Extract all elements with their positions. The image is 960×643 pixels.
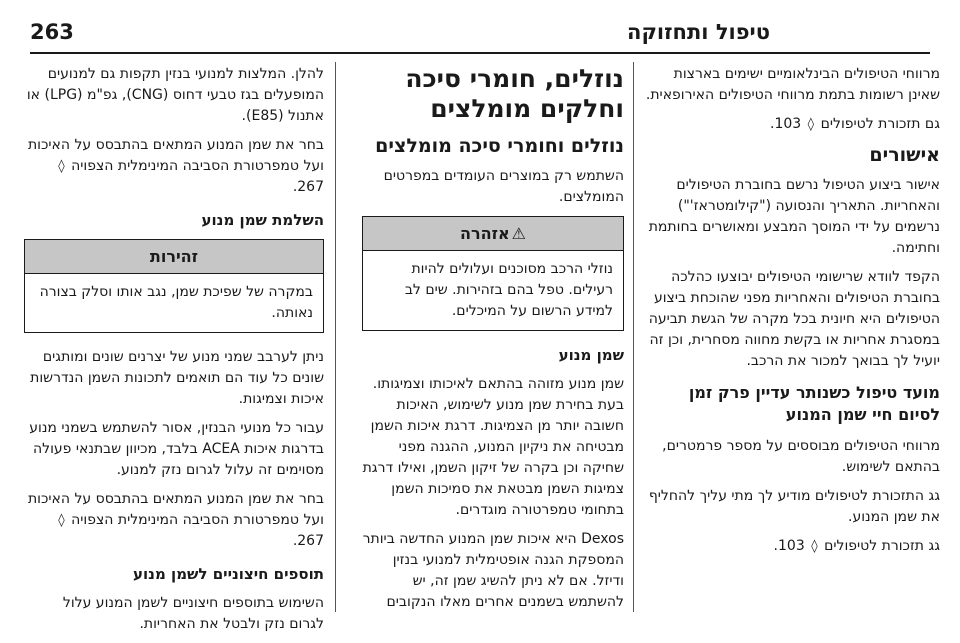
warning-body: נוזלי הרכב מסוכנים ועלולים להיות רעילים. טפל בהם בזהירות. שים לב למידע הרשום על המיכלים.: [404, 261, 613, 319]
column-right: [642, 64, 940, 565]
reminder-ref-paragraph: גם תזכורת לטיפולים ◊ 103.: [642, 114, 940, 135]
warning-title: אזהרה: [459, 224, 510, 243]
oil-choice-text: בחר את שמן המנוע המתאים בהתבסס על האיכות ועל טמפרטורת הסביבה המינימלית הצפויה: [27, 137, 324, 174]
column-middle: [362, 64, 624, 621]
engine-oil-paragraph: שמן מנוע מזוהה בהתאם לאיכותו וצמיגותו. בעת בחירת שמן מנוע לשימוש, האיכות חשובה יותר מן הצמיגות. דרגת איכות השמן מבטיחה את ניקיון המנוע, ההגנה מפני שחיקה וכן בקרה של זיקון השמן, ואילו דרגת צמיגות השמן מבטאת את סמיכות השמן בתחומי טמפרטורה מוגדרים.: [362, 376, 624, 518]
intervals-paragraph: מרווחי הטיפולים מבוססים על מספר פרמטרים, בהתאם לשימוש.: [662, 438, 940, 475]
approvals-heading: אישורים: [869, 144, 940, 166]
page-ref-icon: ◊: [811, 539, 818, 554]
oil-choice-paragraph: בחר את שמן המנוע המתאים בהתבסס על האיכות ועל טמפרטורת הסביבה המינימלית הצפויה ◊ 267.: [27, 137, 324, 195]
warning-box-header: [363, 217, 623, 251]
additives-heading: תוספים חיצוניים לשמן מנוע: [133, 565, 324, 583]
dexos-paragraph: Dexos היא איכות שמן המנוע החדשה ביותר המספקת הגנה אופטימלית למנועי בנזין ודיזל. אם לא ניתן להשיג שמן זה, יש להשתמש בשמנים אחרים מאלו הנקובים: [362, 531, 624, 610]
caution-body: במקרה של שפיכת שמן, נגב אותו וסלק בצורה נאותה.: [39, 284, 313, 321]
caution-box: [24, 239, 324, 333]
column-divider-right: [633, 62, 634, 612]
additives-paragraph: השימוש בתוספים חיצוניים לשמן המנוע עלול לגרום נזק ולבטל את האחריות.: [62, 595, 324, 632]
mixing-paragraph: ניתן לערבב שמני מנוע של יצרנים שונים ומותגים שונים כל עוד הם תואמים לתכונות השמן הנדרשות איכות וצמיגות.: [30, 349, 324, 407]
column-divider-left: [335, 62, 336, 612]
service-ref-page[interactable]: 103: [778, 538, 805, 554]
running-title: טיפול ותחזוקה: [627, 20, 770, 44]
section-title: נוזלים, חומרי סיכה וחלקים מומלצים: [405, 64, 624, 123]
page-header: [30, 20, 930, 50]
warning-box: [362, 216, 624, 331]
warning-triangle-icon: ⚠: [511, 224, 526, 243]
intl-intervals-paragraph: מרווחי הטיפולים הבינלאומיים ישימים בארצות שאינן רשומות בתמת מרווחי הטיפולים האירופאית.: [645, 66, 940, 103]
records-paragraph: הקפד לוודא שרישומי הטיפולים יבוצעו כהלכה בחוברת הטיפולים והאחריות מפני שהוכחת ביצוע הטיפולים היא חיונית בכל מקרה של הגשת תביעה במסגרת אחריות או בקשת מחווה מסחרית, וכן זה יועיל לך בבואך למכור את הרכב.: [648, 269, 940, 369]
oil-change-reminder-paragraph: גג התזכורת לטיפולים מודיע לך מתי עליך להחליף את שמן המנוע.: [648, 488, 940, 525]
reminder-ref-page[interactable]: 103: [774, 116, 802, 132]
page-number: 263: [30, 20, 74, 44]
service-ref-paragraph: גג תזכורת לטיפולים ◊ 103.: [642, 536, 940, 557]
service-ref-text: גג תזכורת לטיפולים: [824, 538, 940, 554]
fluids-heading: נוזלים וחומרי סיכה מומלצים: [375, 135, 624, 157]
page-ref-icon: ◊: [807, 117, 815, 132]
oil-choice-2-ref-page[interactable]: 267: [297, 533, 324, 549]
caution-box-header: זהירות: [25, 240, 323, 274]
acea-paragraph: עבור כל מנועי הבנזין, אסור להשתמש בשמני מנוע בדרגות איכות ACEA בלבד, מכיוון שבתנאי פעולה מסוימים זה עלול לגרום נזק למנוע.: [29, 420, 324, 478]
reminder-ref-text: גם תזכורת לטיפולים: [820, 116, 940, 132]
engine-oil-heading: שמן מנוע: [558, 346, 624, 364]
oil-choice-ref-page[interactable]: 267: [297, 179, 324, 195]
page-ref-icon: ◊: [58, 513, 65, 528]
approvals-paragraph: אישור ביצוע הטיפול נרשם בחוברת הטיפולים והאחריות. התאריך והנסועה ("קילומטראז'") נרשמים על ידי המוסך המבצע ומאושרים בחותמת וחתימה.: [648, 177, 940, 256]
column-left: [24, 64, 324, 643]
header-rule: [30, 52, 930, 54]
fuel-types-paragraph: להלן. המלצות למנועי בנזין תקפות גם למנועים המופעלים בגז טבעי דחוס (CNG), גפ"מ (LPG) או אתנול (E85).: [26, 66, 324, 124]
next-service-heading: מועד טיפול כשנותר עדיין פרק זמן לסיום חיי שמן המנוע: [688, 383, 940, 424]
fluids-paragraph: השתמש רק במוצרים העומדים במפרטים המומלצים.: [383, 168, 624, 205]
topup-heading: השלמת שמן מנוע: [201, 211, 324, 229]
page-ref-icon: ◊: [58, 159, 65, 174]
oil-choice-2-paragraph: בחר את שמן המנוע המתאים בהתבסס על האיכות ועל טמפרטורת הסביבה המינימלית הצפויה ◊ 267.: [27, 491, 324, 549]
oil-choice-2-text: בחר את שמן המנוע המתאים בהתבסס על האיכות ועל טמפרטורת הסביבה המינימלית הצפויה: [27, 491, 324, 528]
